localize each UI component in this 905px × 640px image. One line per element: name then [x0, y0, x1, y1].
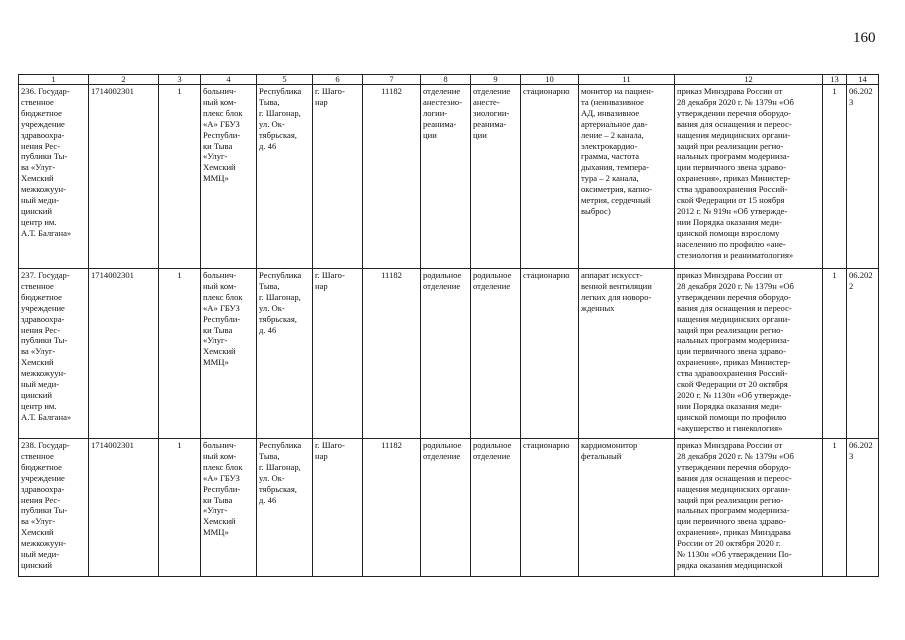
code-cell: 11182 — [363, 269, 421, 439]
header-cell: 1 — [19, 75, 89, 85]
date-cell: 06.2022 — [847, 269, 879, 439]
legal-basis-cell: приказ Минздрава России от 28 декабря 2020 г. № 1379н «Об утверждении перечня оборудо- вания для оснащения и переос- нащения медицинских органи- заций при реализации регио- нальных программ модерниза- ции первичного звена здраво- охранения», приказ Министер- ства здравоохранения Россий- ской Федерации от 20 октября 2020 г. № 1130н «Об утвержде- нии Порядка оказания меди- цинской помощи по профилю «акушерство и гинекология» — [675, 269, 823, 439]
department-cell: родильное отделение — [421, 439, 471, 577]
quantity-cell: 1 — [823, 85, 847, 269]
quantity-cell: 1 — [823, 269, 847, 439]
department-placement-cell: отделение анесте- зиологии- реанима- ции — [471, 85, 521, 269]
locality-cell: г. Шаго- нар — [313, 439, 363, 577]
header-cell: 4 — [201, 75, 257, 85]
care-condition-cell: стационарно — [521, 439, 579, 577]
table-row — [19, 269, 879, 439]
building-cell: больнич- ный ком- плекс блок «А» ГБУЗ Республи- ки Тыва «Улуг- Хемский ММЦ» — [201, 269, 257, 439]
building-cell: больнич- ный ком- плекс блок «А» ГБУЗ Республи- ки Тыва «Улуг- Хемский ММЦ» — [201, 85, 257, 269]
header-cell: 3 — [159, 75, 201, 85]
department-cell: отделение анестезио- логии- реанима- ции — [421, 85, 471, 269]
legal-basis-cell: приказ Минздрава России от 28 декабря 2020 г. № 1379н «Об утверждении перечня оборудо- вания для оснащения и переос- нащения медицинских органи- заций при реализации регио- нальных программ модерниза- ции первичного звена здраво- охранения», приказ Минздрава России от 20 октября 2020 г. № 1130н «Об утверждении По- рядка оказания медицинской — [675, 439, 823, 577]
organization-cell: 237. Государ- ственное бюджетное учреждение здравоохра- нения Рес- публики Ты- ва «Улуг- Хемский межкожуун- ный меди- цинский центр им. А.Т. Балгана» — [19, 269, 89, 439]
col3-cell: 1 — [159, 269, 201, 439]
organization-cell: 238. Государ- ственное бюджетное учреждение здравоохра- нения Рес- публики Ты- ва «Улуг- Хемский межкожуун- ный меди- цинский — [19, 439, 89, 577]
date-cell: 06.2023 — [847, 439, 879, 577]
header-cell: 11 — [579, 75, 675, 85]
header-cell: 8 — [421, 75, 471, 85]
quantity-cell: 1 — [823, 439, 847, 577]
table-row — [19, 85, 879, 269]
code-cell: 11182 — [363, 439, 421, 577]
date-cell: 06.2023 — [847, 85, 879, 269]
header-cell: 7 — [363, 75, 421, 85]
address-cell: Республика Тыва, г. Шагонар, ул. Ок- тябрьская, д. 46 — [257, 85, 313, 269]
building-cell: больнич- ный ком- плекс блок «А» ГБУЗ Республи- ки Тыва «Улуг- Хемский ММЦ» — [201, 439, 257, 577]
header-cell: 14 — [847, 75, 879, 85]
equipment-cell: кардиомонитор фетальный — [579, 439, 675, 577]
table-row — [19, 439, 879, 577]
organization-cell: 236. Государ- ственное бюджетное учреждение здравоохра- нения Рес- публики Ты- ва «Улуг- Хемский межкожуун- ный меди- цинский центр им. А.Т. Балгана» — [19, 85, 89, 269]
header-cell: 5 — [257, 75, 313, 85]
care-condition-cell: стационарно — [521, 85, 579, 269]
department-placement-cell: родильное отделение — [471, 269, 521, 439]
care-condition-cell: стационарно — [521, 269, 579, 439]
header-cell: 13 — [823, 75, 847, 85]
locality-cell: г. Шаго- нар — [313, 269, 363, 439]
address-cell: Республика Тыва, г. Шагонар, ул. Ок- тябрьская, д. 46 — [257, 439, 313, 577]
table-header-row — [19, 75, 879, 85]
equipment-cell: аппарат искусст- венной вентиляции легких для новоро- жденных — [579, 269, 675, 439]
address-cell: Республика Тыва, г. Шагонар, ул. Ок- тябрьская, д. 46 — [257, 269, 313, 439]
inn-cell: 1714002301 — [89, 269, 159, 439]
col3-cell: 1 — [159, 439, 201, 577]
header-cell: 6 — [313, 75, 363, 85]
header-cell: 2 — [89, 75, 159, 85]
inn-cell: 1714002301 — [89, 439, 159, 577]
col3-cell: 1 — [159, 85, 201, 269]
header-cell: 9 — [471, 75, 521, 85]
department-cell: родильное отделение — [421, 269, 471, 439]
header-cell: 12 — [675, 75, 823, 85]
equipment-cell: монитор на пациен- та (неинвазивное АД, инвазивное артериальное дав- ление – 2 канала, электрокардио- грамма, частота дыхания, темпера- тура – 2 канала, оксиметрия, капно- метрия, сердечный выброс) — [579, 85, 675, 269]
page-number: 160 — [853, 30, 876, 46]
equipment-table — [18, 74, 879, 577]
legal-basis-cell: приказ Минздрава России от 28 декабря 2020 г. № 1379н «Об утверждении перечня оборудо- вания для оснащения и переос- нащения медицинских органи- заций при реализации регио- нальных программ модерниза- ции первичного звена здраво- охранения», приказ Министер- ства здравоохранения Россий- ской Федерации от 15 ноября 2012 г. № 919н «Об утвержде- нии Порядка оказания меди- цинской помощи взрослому населению по профилю «ане- стезиология и реаниматология» — [675, 85, 823, 269]
code-cell: 11182 — [363, 85, 421, 269]
department-placement-cell: родильное отделение — [471, 439, 521, 577]
locality-cell: г. Шаго- нар — [313, 85, 363, 269]
inn-cell: 1714002301 — [89, 85, 159, 269]
header-cell: 10 — [521, 75, 579, 85]
